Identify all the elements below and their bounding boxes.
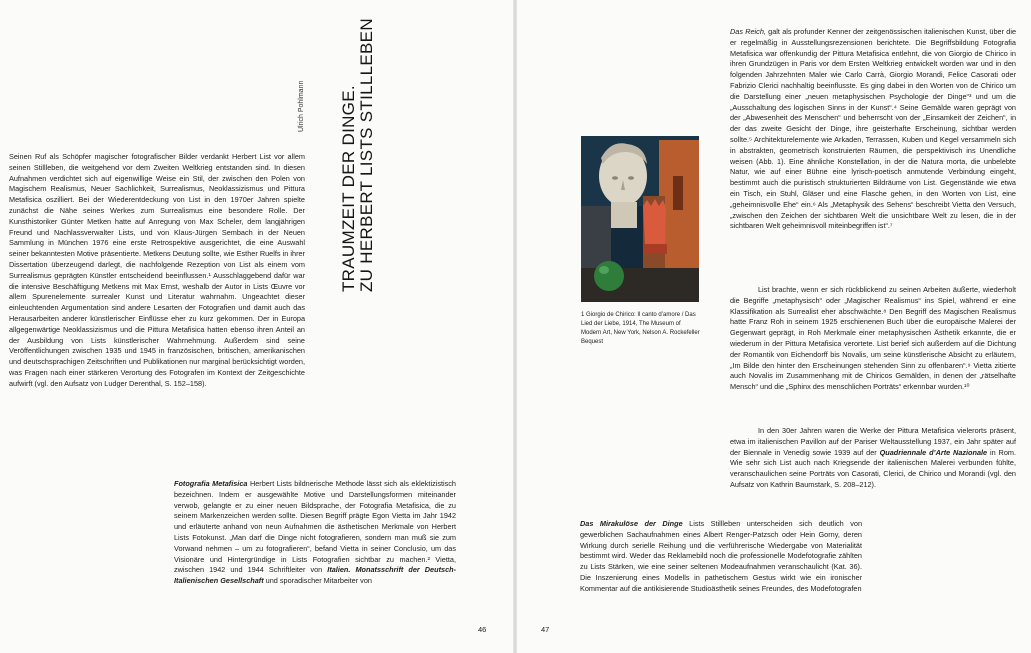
page-number-left: 46 — [478, 625, 487, 634]
book-gutter — [513, 0, 517, 653]
right-paragraph-1: Das Reich, galt als profunder Kenner der zeitgenössischen italienischen Kunst, über die er regelmäßig in Ausstellungsrezensionen berichtete. Die Begriffsbildung Fotografia Metafisica war offenkundig der Pittura Metafisica entlehnt, die von Giorgio de Chirico in ihren Grundzügen in Paris vor dem Ersten Weltkrieg entwickelt worden war und in den folgenden Jahrzehnten Maler wie Carlo Carrà, Giorgio Morandi, Felice Casorati oder Fabrizio Clerici nachhaltig beeinflusste. Es ging dabei in den Worten von de Chirico um die Darstellung einer „neuen metaphysischen Psychologie der Dinge“³ und um die „Ausschaltung des logischen Sinns in der Kunst“.⁴ Seine Gemälde waren geprägt von der „Abwesenheit des Menschen“ und beherrscht von der „Einsamkeit der Zeichen“, in der das zweite Gesicht der Dinge, ihre geisterhafte Erscheinung, sichtbar werden sollte.⁵ Architekturelemente wie Arkaden, Terrassen, Kuben und Kegel versammeln sich in abstrakten, geometrisch konstruierten Räumen, die perspektivisch ins Unendliche weisen (Abb. 1). Eine ähnliche Konstellation, in der die Natura morta, die unbelebte Natur, wie auf einer Bühne eine lyrisch-poetisch anmutende Verbindung eingeht, bestimmt auch die puristisch strukturierten Bildräume von List. Gegenstände wie etwa ein Tisch, ein Stuhl, Gläser und eine Flasche gehen, in den Worten von List, eine „geheimnisvolle Ehe“ ein.⁶ Als „Metaphysik des Sehens“ beschreibt Vietta den Versuch, „zwischen den Zeichen der sichtbaren Welt die unsichtbare Welt zu lesen, die in der sichtbaren Welt geheimnisvoll miteinbegriffen ist“.⁷ — [730, 27, 1017, 231]
painting-image — [581, 136, 699, 302]
title-line-2: ZU HERBERT LISTS STILLLEBEN — [357, 18, 376, 292]
right-paragraph-2: List brachte, wenn er sich rückblickend zu seinen Arbeiten äußerte, wiederholt die Begriffe „metaphysisch“ oder „Magischer Realismus“ ins Spiel, während er eine Klassifikation als Surrealist eher abschwächte.⁸ Den Begriff des Magischen Realismus hatte Franz Roh in seinem 1925 erschienenen Buch über die europäische Malerei der Gegenwart geprägt, in Roh Merkmale einer metaphysischen Ästhetik erkannte, die er wiederum in der Pittura Metafisica verortete. List berief sich außerdem auf die Dichtung der Romantik von Eichendorff bis Novalis, um seine künstlerische Absicht zu erläutern, „Im Bilde den hinter den Erscheinungen stehenden Sinn zu offenbaren“.⁹ Vietta zitierte auch Novalis im Zusammenhang mit de Chiricos Gemälden, in denen der „rätselhafte Mensch“ und die „Sphinx des menschlichen Porträts“ erkennbar wurden.¹⁰ — [730, 285, 1016, 392]
right-paragraph-3: In den 30er Jahren waren die Werke der Pittura Metafisica vielerorts präsent, etwa im italienischen Pavillon auf der Pariser Weltausstellung 1937, ein Jahr später auf der Biennale in Venedig sowie 1939 auf der Quadriennale d’Arte Nazionale in Rom. Wie sehr sich List auch nach Kriegsende der italienischen Malerei verbunden fühlte, veranschaulichen seine Porträts von Casorati, Clerici, de Chirico und Morandi (vgl. den Aufsatz von Kathrin Baumstark, S. 208–212). — [730, 426, 1016, 489]
figure-caption: 1 Giorgio de Chirico: Il canto d’amore / Das Lied der Liebe, 1914, The Museum of Modern Art, New York, Nelson A. Rockefeller Bequest — [581, 312, 700, 345]
section-heading-mirakuloese: Das Mirakulöse der Dinge — [580, 519, 683, 528]
painting-illustration — [581, 136, 699, 302]
section-heading-fotografia: Fotografia Metafisica — [174, 479, 248, 488]
page-number-right: 47 — [541, 625, 550, 634]
author-name: Ulrich Pohlmann — [298, 80, 305, 132]
left-paragraph-1: Seinen Ruf als Schöpfer magischer fotografischer Bilder verdankt Herbert List vor allem seinen Stillleben, die weitgehend vor dem Zweiten Weltkrieg entstanden sind. In diesen Aufnahmen verdichtet sich auf eigenwillige Weise ein Stil, der zwischen den Polen von Magischem Realismus, Neuer Sachlichkeit, Surrealismus, Neoklassizismus und Pittura Metafisica oszilliert. Bei der Wiederentdeckung von List in den 1970er Jahren spielte zunächst die Nähe seines Werkes zum Surrealismus eine besondere Rolle. Der Kunsthistoriker Günter Metken hatte auf Anregung von Max Scheler, dem langjährigen Freund und Nachlassverwalter Lists, und von Klaus-Jürgen Sembach in der Neuen Sammlung in München 1976 eine erste Retrospektive ausgerichtet, die eine Auswahl seiner bekanntesten Motive präsentierte. Metkens Deutung sollte, wie Esther Ruelfs in ihrer Dissertation überzeugend darlegt, die nachfolgende Rezeption von List als einem vom Surrealismus geprägten Künstler entscheidend beeinflussen.¹ Ausschlaggebend dafür war die intensive Beschäftigung Metkens mit Max Ernst, weshalb der Autor in Lists Œuvre vor allem Spurenelemente surrealer Kunst und Literatur wahrnahm. Ungeachtet dieser einleuchtenden Argumentation sind andere Lesarten der Fotografien und damit auch das Herausarbeiten anderer künstlerischer Einflüsse eher zu kurz gekommen. Der in Europa allgegenwärtige Neoklassizismus und die Pittura Metafisica hatten ebenso ihren Anteil an der Ausbildung von Lists künstlerischer Wahrnehmung. Außerdem sind seine Veröffentlichungen zwischen 1935 und 1945 in französischen, britischen, amerikanischen und deutschsprachigen Zeitschriften und Publikationen nur marginal berücksichtigt worden, was Fragen nach einer stärkeren Verortung des Fotografen im Kontext der Zeitgeschichte aufwirft (vgl. den Aufsatz von Ludger Derenthal, S. 152–158). — [9, 152, 305, 388]
right-paragraph-4: Das Mirakulöse der Dinge Lists Stillleben unterscheiden sich deutlich von gewerblichen Sachaufnahmen eines Albert Renger-Patzsch oder Hein Gorny, deren Wirkung durch serielle Reihung und die verführerische Wiedergabe von Materialität bestimmt wird. Weder das Reklamebild noch die professionelle Modefotografie zählten zu Lists Stärken, wie eine seiner seltenen Modeaufnahmen veranschaulicht (Kat. 36). Die Inszenierung eines Modells in pathetischem Gestus wirkt wie ein ironischer Kommentar auf die antikisierende Studioästhetik seines Freundes, des Modefotografen — [580, 519, 862, 593]
title-line-1: TRAUMZEIT DER DINGE. — [339, 85, 358, 292]
left-paragraph-2: Fotografia Metafisica Herbert Lists bildnerische Methode lässt sich als eklektizistisch bezeichnen. Indem er ausgewählte Motive und Darstellungsformen miteinander verwob, gelangte er zu einer neuen Bildsprache, der Fotografia Metafisica, die zu seinem Markenzeichen werden sollte. Diesen Begriff prägte Egon Vietta im Jahr 1942 und erläuterte anhand von neun Aufnahmen die ästhetischen Merkmale von Herbert Lists Fotokunst. „Man darf die Dinge nicht fotografieren, sondern man muß sie zum Vorwand nehmen – um zu fotografieren“, befand Vietta in seiner Conclusio, um das Visionäre und Hintergründige in Lists Fotografien sichtbar zu machen.² Vietta, zwischen 1942 und 1944 Schriftleiter von Italien. Monatsschrift der Deutsch-Italienischen Gesellschaft und sporadischer Mitarbeiter von — [174, 479, 457, 586]
essay-title — [340, 18, 376, 292]
